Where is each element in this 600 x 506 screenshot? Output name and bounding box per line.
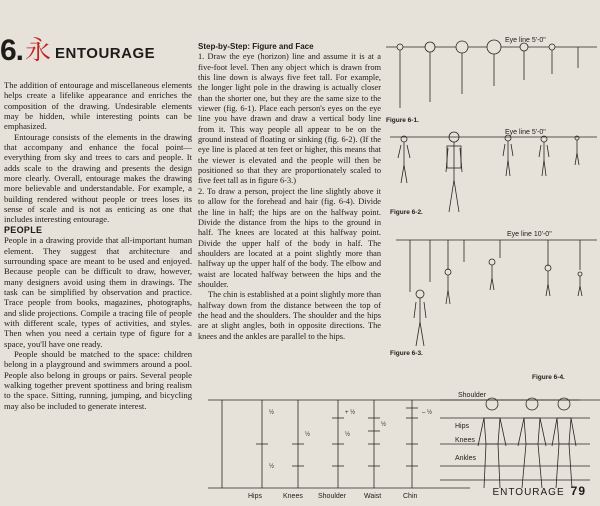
fig4-right-knees: Knees — [455, 437, 475, 444]
fig4-knees-label: Knees — [283, 493, 303, 500]
figure-6-3-drawing — [396, 240, 597, 346]
figure-6-4-drawing — [208, 398, 600, 488]
fig4-half-d: ½ — [345, 432, 351, 438]
people-paragraph: People in a drawing provide that all-important human element. They suggest that architecture and surrounding space are meant to be used and enjoyed. Because people can be difficult to draw, however, many designers avoid using them in drawings. The task can be simplified by observation and practice. Trace people from books, magazines, photographs, and slide projections. Compile a tracing file of people with different scale, types of activities, and styles. Then when you need a certain type of figure for a space, you'll have one ready. — [4, 235, 192, 349]
fig4-half-b: ½ — [269, 464, 275, 470]
fig4-plus-half: + ½ — [345, 410, 356, 416]
fig4-waist-label: Waist — [364, 493, 382, 500]
fig4-half-e: ½ — [381, 422, 387, 428]
fig4-right-ankles: Ankles — [455, 455, 477, 462]
eye-line-label-1: Eye line 5'-0" — [505, 37, 546, 44]
eye-line-label-3: Eye line 10'-0" — [507, 231, 552, 238]
figure-6-1-drawing — [386, 40, 597, 108]
calligraphy-glyph: 永 — [25, 36, 52, 65]
chapter-title: ENTOURAGE — [55, 44, 156, 62]
eye-line-label-2: Eye line 5'-0" — [505, 129, 546, 136]
fig4-half-c: ½ — [305, 432, 311, 438]
figure-6-4-caption: Figure 6-4. — [532, 374, 565, 381]
chapter-number: 6. — [0, 34, 24, 67]
people-heading: PEOPLE — [4, 224, 43, 235]
step-two: 2. To draw a person, project the line slightly above it to allow for the forehead and hair (fig. 6-4). Divide the line in half; the hips are on the halfway point. Divide the distance from the hips to the ground in half. The knees are located at this halfway point. Divide the upper half of the body in half. The shoulders are located at a point slightly more than halfway up the upper half of the body. The elbow and waist are located halfway between the hips and the shoulder. — [198, 186, 381, 289]
fig4-chin-label: Chin — [403, 493, 418, 500]
step-one: 1. Draw the eye (horizon) line and assume it is at a five-foot level. Then any object which is drawn from this line down is always five feet tall. For example, the longer light pole in the drawing is actually closer than the shorter one, but they are the same size to the viewer (fig. 6-1). Place each person's eyes on the eye line you have drawn and draw a vertical body line from it. This way people all appear to be on the ground instead of floating or sinking (fig. 6-2). (If the eye line is placed at ten feet or higher, this means that the viewer is elevated and the people will then be positioned so that they are proportionately scaled to five feet tall as in figure 6-3.) — [198, 52, 381, 186]
intro-paragraph: The addition of entourage and miscellaneous elements helps create a lifelike appearance and enriches the composition of the drawing. Undesirable elements may be hidden, while interesting points can be emphasized. — [4, 80, 192, 132]
page-number: 79 — [570, 484, 586, 498]
figure-6-2-drawing — [390, 132, 597, 212]
matching-paragraph: People should be matched to the space: children belong in a playground and swimmers around a pool. People also belong in groups or pairs. Several people walking together prevent spottiness and bring realism to the space. Sitting, running, jumping, and bicycling may also be included to generate interest. — [4, 348, 192, 411]
fig4-half-a: ½ — [269, 410, 275, 416]
fig4-shoulder-label: Shoulder — [318, 493, 347, 500]
fig4-hips-label: Hips — [248, 493, 263, 500]
chin-paragraph: The chin is established at a point slightly more than halfway down from the distance between the top of the head and the shoulders. The shoulder and the hips are at slight angles, both in opposite directions. The knees and the ankles are parallel to the hips. — [198, 290, 381, 341]
fig4-right-shoulder: Shoulder — [458, 392, 487, 399]
entourage-paragraph: Entourage consists of the elements in the drawing that accompany and enhance the focal point—everything from sky and trees to cars and people. It adds scale to the drawing and presents the design more clearly. Overall, entourage makes the drawing more believable and understandable. For example, a building rendered without people or trees loses its sense of scale and is not as enticing as one that includes interesting entourage. — [4, 131, 192, 225]
steps-heading: Step-by-Step: Figure and Face — [198, 42, 314, 51]
figure-6-2-caption: Figure 6-2. — [390, 209, 423, 216]
page-footer — [492, 484, 586, 498]
figure-6-3-caption: Figure 6-3. — [390, 350, 423, 357]
figure-6-1-caption: Figure 6-1. — [386, 117, 419, 124]
fig4-minus-half: – ½ — [422, 410, 433, 416]
running-footer: ENTOURAGE — [492, 487, 565, 498]
fig4-right-hips: Hips — [455, 423, 470, 430]
